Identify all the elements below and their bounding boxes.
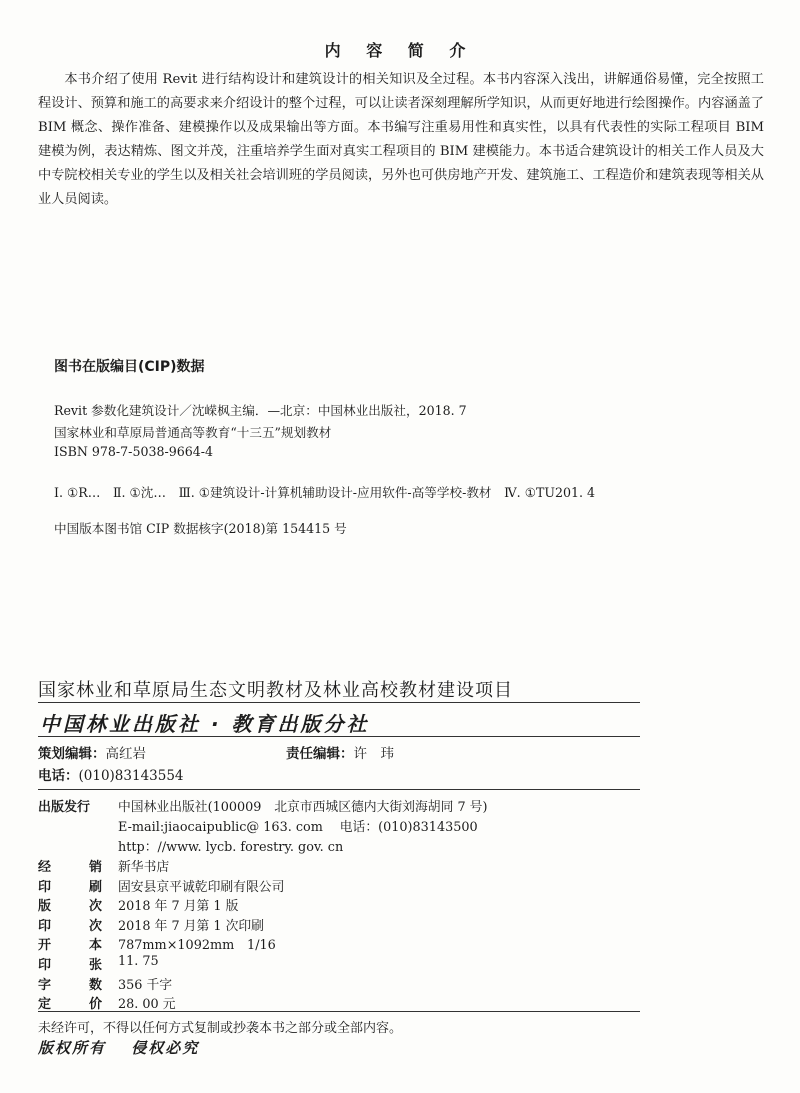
- spec-label: [38, 993, 102, 1012]
- spec-label: [38, 876, 102, 895]
- spec-value: 固安县京平诚乾印刷有限公司: [118, 879, 285, 895]
- spec-label: [38, 934, 102, 953]
- spec-label-text: 定价: [38, 997, 102, 1013]
- publish-label: 出版发行: [38, 800, 91, 815]
- responsible-editor: [286, 742, 394, 762]
- cip-title-line: Revit 参数化建筑设计／沈嵘枫主编．—北京：中国林业出版社，2018. 7: [54, 403, 467, 418]
- cip-isbn-line: ISBN 978-7-5038-9664-4: [54, 444, 214, 459]
- spec-label: [38, 974, 102, 993]
- spec-label-text: 经销: [38, 860, 102, 875]
- intro-body: [38, 68, 764, 212]
- publisher-name: 中国林业出版社 · 教育出版分社: [40, 712, 370, 736]
- divider: [38, 702, 640, 703]
- cip-series-line: 国家林业和草原局普通高等教育“十三五”规划教材: [54, 425, 332, 440]
- spec-label-text: 印次: [38, 918, 102, 934]
- spec-label: [38, 954, 102, 973]
- spec-label-text: 版次: [38, 899, 102, 915]
- spec-value: 28. 00 元: [118, 997, 176, 1013]
- spec-label: [38, 915, 102, 934]
- spec-value: 356 千字: [118, 977, 173, 993]
- cip-record-line: 中国版本图书馆 CIP 数据核字(2018)第 154415 号: [54, 521, 347, 536]
- divider: [38, 789, 640, 790]
- intro-title: 内 容 简 介: [324, 41, 476, 60]
- publish-address: 中国林业出版社(100009 北京市西城区德内大街刘海胡同 7 号): [118, 800, 488, 815]
- cip-classification-line: Ⅰ. ①R… Ⅱ. ①沈… Ⅲ. ①建筑设计-计算机辅助设计-应用软件-高等学校-教材 Ⅳ. ①TU201. 4: [54, 485, 596, 500]
- spec-value: 2018 年 7 月第 1 版: [118, 899, 239, 915]
- spec-label-text: 印张: [38, 958, 102, 973]
- project-title: 国家林业和草原局生态文明教材及林业高校教材建设项目: [38, 680, 513, 701]
- divider: [38, 1011, 640, 1012]
- spec-value: 2018 年 7 月第 1 次印刷: [118, 918, 264, 934]
- planning-editor-value: 高红岩: [105, 746, 146, 762]
- copyright-notice: 未经许可，不得以任何方式复制或抄袭本书之部分或全部内容。: [38, 1021, 403, 1036]
- editor-phone: [38, 764, 184, 784]
- rights-reserved: 版权所有 侵权必究: [38, 1039, 200, 1057]
- cip-title: 图书在版编目(CIP)数据: [54, 359, 205, 375]
- planning-editor-label: 策划编辑：: [38, 746, 106, 762]
- publish-website: http：//www. lycb. forestry. gov. cn: [118, 840, 344, 855]
- divider: [38, 736, 640, 737]
- spec-value: 787mm×1092mm 1/16: [118, 938, 276, 954]
- intro-paragraph: 本书介绍了使用 Revit 进行结构设计和建筑设计的相关知识及全过程。本书内容深入浅出，讲解通俗易懂，完全按照工程设计、预算和施工的高要求来介绍设计的整个过程，可以让读者深刻理解所学知识，从而更好地进行绘图操作。内容涵盖了 BIM 概念、操作准备、建模操作以及成果输出等方面。本书编写注重易用性和真实性，以具有代表性的实际工程项目 BIM 建模为例，表达精炼、图文并茂，注重培养学生面对真实工程项目的 BIM 建模能力。本书适合建筑设计的相关工作人员及大中专院校相关专业的学生以及相关社会培训班的学员阅读，另外也可供房地产开发、建筑施工、工程造价和建筑表现等相关从业人员阅读。: [38, 72, 764, 207]
- spec-label: [38, 895, 102, 914]
- spec-value: 11. 75: [118, 954, 159, 969]
- publish-contact: E-mail:jiaocaipublic@ 163. com 电话：(010)83143500: [118, 820, 478, 835]
- spec-label-text: 开本: [38, 938, 102, 954]
- responsible-editor-label: 责任编辑：: [286, 746, 354, 762]
- spec-value: 新华书店: [118, 860, 170, 875]
- planning-editor: [38, 742, 146, 762]
- phone-value: (010)83143554: [78, 768, 184, 784]
- spec-label: [38, 856, 102, 875]
- responsible-editor-value: 许 玮: [353, 746, 394, 762]
- phone-label: 电话：: [38, 768, 79, 784]
- spec-label-text: 印刷: [38, 879, 102, 895]
- spec-label-text: 字数: [38, 977, 102, 993]
